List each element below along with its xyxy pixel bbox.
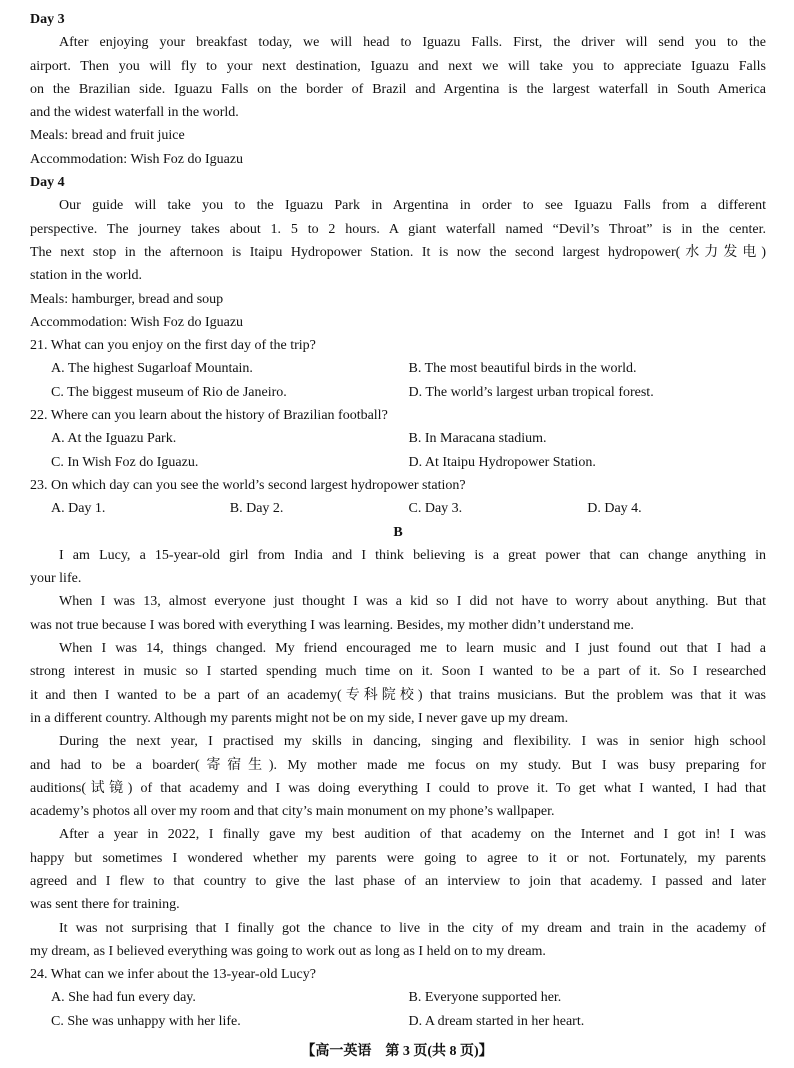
paragraph-line: I am Lucy, a 15-year-old girl from India and I think believing is a great power that can change anything in: [59, 547, 766, 563]
paragraph-line: During the next year, I practised my skills in dancing, singing and flexibility. I was in senior high school: [59, 734, 766, 750]
question-24: [30, 963, 766, 1033]
paragraph-line: in a different country. Although my parents might not be on my side, I never gave up my dream.: [30, 710, 569, 726]
paragraph-line: your life.: [30, 571, 82, 587]
paragraph-line: my dream, as I believed everything was going to work out as long as I held on to my dream.: [30, 943, 546, 959]
question-21: [30, 334, 766, 404]
option-c: C. The biggest museum of Rio de Janeiro.: [51, 384, 287, 400]
paragraph-line: airport. Then you will fly to your next destination, Iguazu and next we will take you to appreciate Iguazu Falls: [30, 58, 766, 74]
day4-accommodation: Accommodation: Wish Foz do Iguazu: [30, 314, 244, 330]
paragraph-line: When I was 14, things changed. My friend encouraged me to learn music and I just found out that I had a: [59, 641, 766, 657]
paragraph-line: on the Brazilian side. Iguazu Falls on the border of Brazil and Argentina is the largest waterfall in South America: [30, 81, 766, 97]
option-b: B. Everyone supported her.: [408, 990, 562, 1006]
paragraph-line: happy but sometimes I wondered whether my parents were going to agree to it or not. Fortunately, my parents: [30, 850, 766, 866]
paragraph-line: auditions(试镜) of that academy and I was doing everything I could to prove it. To get what I wanted, I had that: [30, 780, 766, 796]
paragraph-line: It was not surprising that I finally got the chance to live in the city of my dream and train in the academy of: [59, 920, 766, 936]
option-b: B. Day 2.: [229, 501, 284, 517]
paragraph-line: was not true because I was bored with everything I was learning. Besides, my mother didn’t understand me.: [30, 617, 634, 633]
paragraph-line: academy’s photos all over my room and that city’s main monument on my phone’s wallpaper.: [30, 804, 555, 820]
option-c: C. In Wish Foz do Iguazu.: [51, 454, 199, 470]
day3-paragraph: [30, 31, 766, 124]
paragraph-line: it and then I wanted to be a part of an academy(专科院校) that trains musicians. But the problem was that it was: [30, 687, 766, 703]
option-c: C. Day 3.: [408, 501, 463, 517]
passage-b: [30, 544, 766, 963]
day3-accommodation: Accommodation: Wish Foz do Iguazu: [30, 151, 244, 167]
option-b: B. The most beautiful birds in the world.: [408, 361, 637, 377]
passage-paragraph: [30, 823, 766, 916]
option-c: C. She was unhappy with her life.: [51, 1013, 241, 1029]
day4-heading: Day 4: [30, 175, 65, 191]
options-row: [30, 986, 766, 1009]
question-stem: 22. Where can you learn about the history of Brazilian football?: [30, 408, 388, 424]
option-a: A. She had fun every day.: [51, 990, 196, 1006]
options-row: [30, 381, 766, 404]
day4-section: [30, 171, 766, 334]
section-b-label: B: [393, 524, 403, 540]
option-a: A. Day 1.: [51, 501, 106, 517]
paragraph-line: and had to be a boarder(寄宿生). My mother made me focus on my study. But I was busy preparing for: [30, 757, 766, 773]
day3-section: [30, 8, 766, 171]
question-stem: 24. What can we infer about the 13-year-old Lucy?: [30, 967, 316, 983]
paragraph-line: The next stop in the afternoon is Itaipu Hydropower Station. It is now the second largest hydropower(水力发电): [30, 244, 766, 260]
option-a: A. At the Iguazu Park.: [51, 431, 177, 447]
page-footer: 【高一英语 第 3 页(共 8 页)】: [301, 1044, 493, 1059]
passage-paragraph: [30, 917, 766, 964]
paragraph-line: was sent there for training.: [30, 897, 180, 913]
day4-paragraph: [30, 194, 766, 287]
option-b: B. In Maracana stadium.: [408, 431, 547, 447]
option-d: D. A dream started in her heart.: [408, 1013, 585, 1029]
paragraph-line: Our guide will take you to the Iguazu Park in Argentina in order to see Iguazu Falls from a different: [59, 198, 766, 214]
paragraph-line: agreed and I flew to that country to give the last phase of an interview to join that academy. I passed and later: [30, 873, 766, 889]
day4-meals: Meals: hamburger, bread and soup: [30, 291, 224, 307]
page-content: [30, 8, 766, 1033]
day3-heading: Day 3: [30, 12, 65, 27]
question-stem: 21. What can you enjoy on the first day of the trip?: [30, 338, 316, 354]
option-d: D. At Itaipu Hydropower Station.: [408, 454, 596, 470]
passage-paragraph: [30, 730, 766, 823]
option-a: A. The highest Sugarloaf Mountain.: [51, 361, 253, 377]
options-row: [30, 1010, 766, 1033]
passage-paragraph: [30, 637, 766, 730]
passage-paragraph: [30, 544, 766, 591]
paragraph-line: perspective. The journey takes about 1. 5 to 2 hours. A giant waterfall named “Devil’s Throat” is in the center.: [30, 221, 766, 237]
option-d: D. The world’s largest urban tropical forest.: [408, 384, 654, 400]
options-row: [30, 497, 766, 520]
paragraph-line: After enjoying your breakfast today, we will head to Iguazu Falls. First, the driver will send you to the: [59, 35, 766, 51]
day3-meals: Meals: bread and fruit juice: [30, 128, 185, 144]
options-row: [30, 451, 766, 474]
question-22: [30, 404, 766, 474]
passage-paragraph: [30, 590, 766, 637]
paragraph-line: and the widest waterfall in the world.: [30, 105, 239, 121]
options-row: [30, 427, 766, 450]
option-d: D. Day 4.: [587, 501, 642, 517]
options-row: [30, 357, 766, 380]
question-23: [30, 474, 766, 521]
paragraph-line: When I was 13, almost everyone just thought I was a kid so I did not have to worry about anything. But that: [59, 594, 766, 610]
paragraph-line: After a year in 2022, I finally gave my best audition of that academy on the Internet and I got in! I was: [59, 827, 766, 843]
question-stem: 23. On which day can you see the world’s second largest hydropower station?: [30, 477, 466, 493]
paragraph-line: strong interest in music so I started spending much time on it. Soon I wanted to be a part of it. So I researched: [30, 664, 766, 680]
paragraph-line: station in the world.: [30, 268, 142, 284]
